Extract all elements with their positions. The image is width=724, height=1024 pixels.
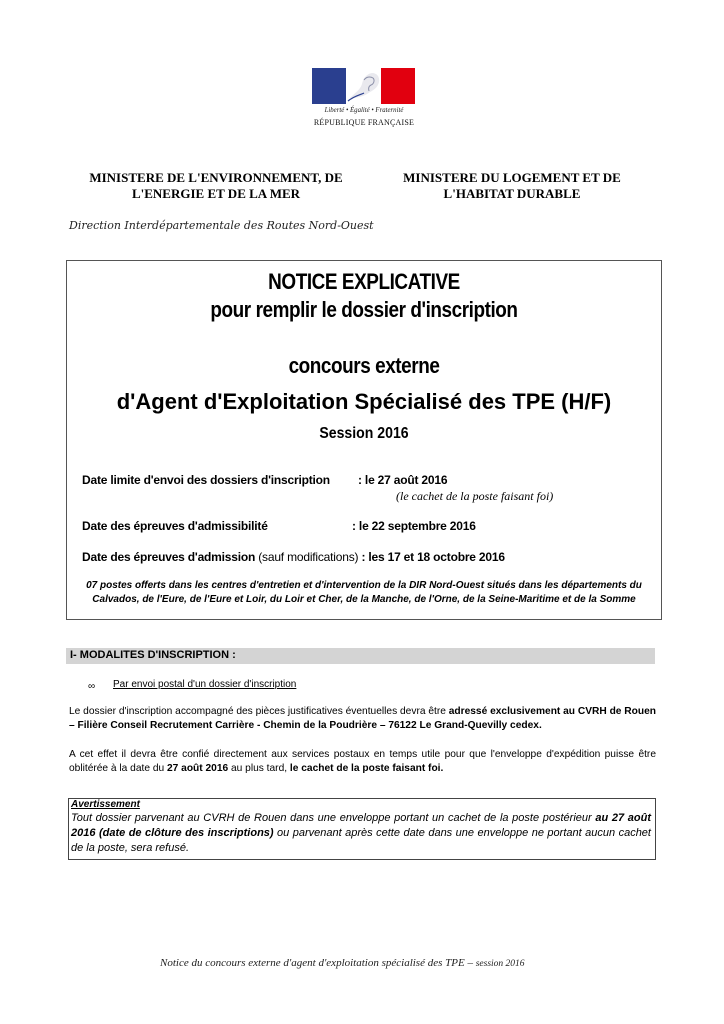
notice-subtitle: pour remplir le dossier d'inscription [210, 297, 518, 322]
republique-francaise-logo [311, 68, 417, 134]
logo-motto: Liberté • Égalité • Fraternité [324, 107, 404, 114]
warning-title: Avertissement [71, 799, 140, 810]
deadline-value: : le 27 août 2016 [358, 473, 448, 487]
admission-label: Date des épreuves d'admission [82, 550, 256, 564]
section-title: I- MODALITES D'INSCRIPTION : [70, 649, 236, 661]
notice-title: NOTICE EXPLICATIVE [268, 269, 460, 294]
footer-session: session 2016 [475, 959, 525, 969]
paragraph-postal-date: 27 août 2016 [167, 763, 229, 774]
admissibility-label: Date des épreuves d'admissibilité [82, 519, 268, 533]
footer-text: Notice du concours externe d'agent d'exploitation spécialisé des TPE – [160, 957, 476, 969]
notice-box [66, 260, 662, 620]
paragraph-postal [69, 748, 656, 776]
bullet-icon: ∞ [88, 681, 96, 692]
paragraph-postal-text: A cet effet il devra être confié directement aux services postaux en temps utile pour que l'enveloppe d'expédition puisse être oblitérée à la date du [69, 749, 656, 774]
session-label: Session 2016 [319, 425, 409, 442]
warning-text-bold: au 27 août 2016 (date de clôture des inscriptions) [71, 812, 651, 839]
page-footer [160, 957, 525, 969]
paragraph-address [69, 705, 656, 733]
admissibility-value: : le 22 septembre 2016 [352, 519, 476, 533]
admission-value: : les 17 et 18 octobre 2016 [361, 550, 505, 564]
paragraph-address-text: Le dossier d'inscription accompagné des pièces justificatives éventuelles devra être [69, 706, 449, 717]
warning-text [71, 811, 651, 856]
position-title: d'Agent d'Exploitation Spécialisé des TPE (H/F) [116, 389, 612, 414]
deadline-label: Date limite d'envoi des dossiers d'inscription [82, 473, 330, 487]
marianne-flag-icon [312, 68, 415, 104]
deadline-note: (le cachet de la poste faisant foi) [396, 489, 554, 503]
ministry-right: MINISTERE DU LOGEMENT ET DE L'HABITAT DURABLE [403, 170, 621, 201]
warning-text-a: Tout dossier parvenant au CVRH de Rouen dans une enveloppe portant un cachet de la poste postérieur [71, 812, 596, 824]
warning-box [68, 798, 656, 860]
paragraph-postal-bold: le cachet de la poste faisant foi. [289, 763, 444, 774]
posts-offered: 07 postes offerts dans les centres d'entretien et d'intervention de la DIR Nord-Ouest situés dans les départements du Calvados, de l'Eure, de l'Eure et Loir, du Loir et Cher, de la Manche, de l'Orne, de la Seine-Maritime et de la Somme [86, 580, 642, 605]
ministry-left: MINISTERE DE L'ENVIRONNEMENT, DE L'ENERGIE ET DE LA MER [89, 170, 343, 201]
paragraph-address-bold: adressé exclusivement au CVRH de Rouen – Filière Conseil Recrutement Carrière - Chemin de la Poudrière – 76122 Le Grand-Quevilly cedex. [69, 706, 656, 731]
paragraph-postal-text-2: au plus tard, [228, 763, 290, 774]
contest-type: concours externe [288, 353, 440, 378]
bullet-item: Par envoi postal d'un dossier d'inscription [113, 679, 297, 690]
direction-name: Direction Interdépartementale des Routes Nord-Ouest [69, 219, 374, 232]
admission-note: (sauf modifications) [258, 550, 359, 564]
logo-republic-name: RÉPUBLIQUE FRANÇAISE [313, 118, 415, 127]
admission-row [82, 550, 505, 564]
warning-text-c: ou parvenant après cette date dans une enveloppe ne portant aucun cachet de la poste, sera refusé. [71, 827, 651, 854]
